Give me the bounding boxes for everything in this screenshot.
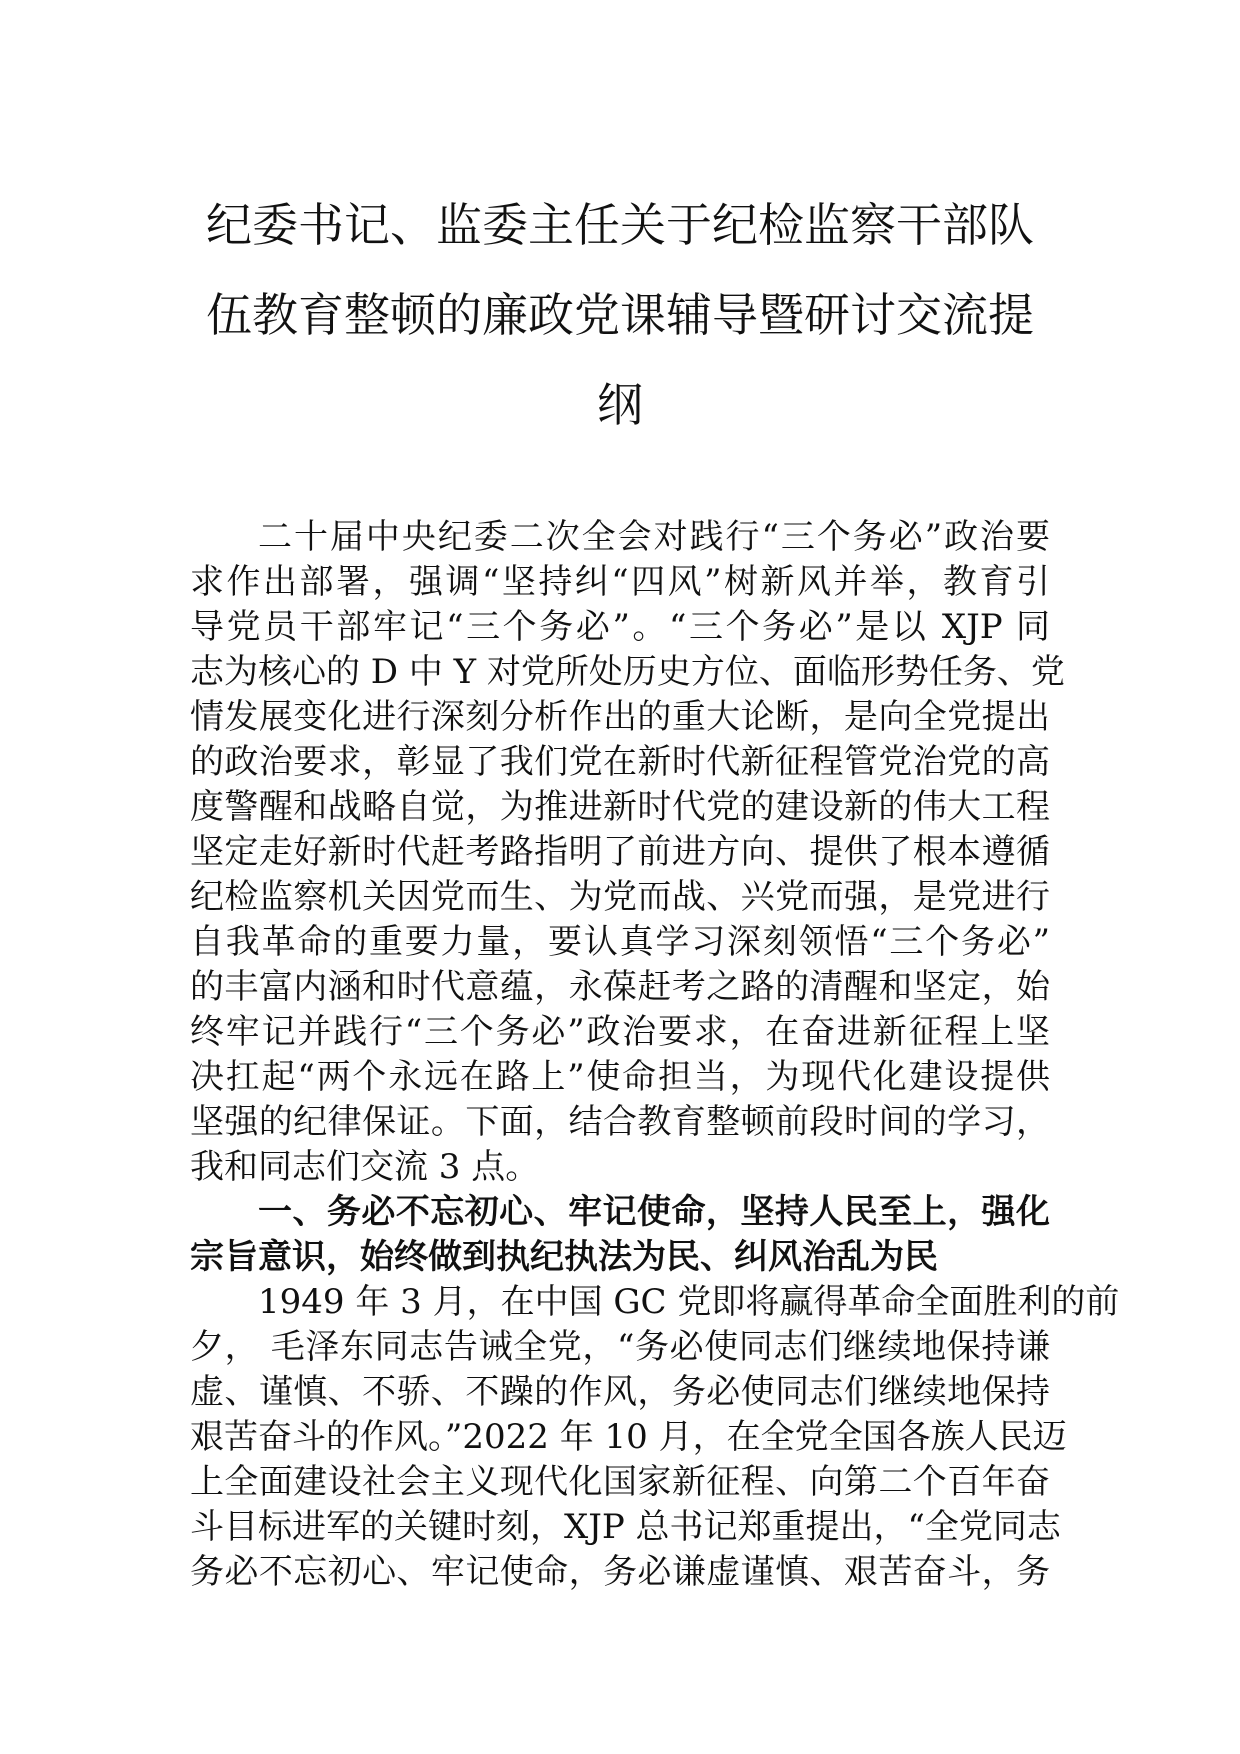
text-line: 务必不忘初心、牢记使命，务必谦虚谨慎、艰苦奋斗，务	[190, 1552, 1050, 1592]
text-line: 坚定走好新时代赶考路指明了前进方向、提供了根本遵循	[190, 832, 1050, 872]
text-line: 坚强的纪律保证。下面，结合教育整顿前段时间的学习，	[190, 1102, 1050, 1142]
heading-line: 宗旨意识，始终做到执纪执法为民、纠风治乱为民	[190, 1237, 938, 1277]
title-line: 纲	[597, 378, 643, 432]
text-line: 决扛起“两个永远在路上”使命担当，为现代化建设提供	[190, 1057, 1050, 1097]
text-line: 1949 年 3 月，在中国 GC 党即将赢得革命全面胜利的前	[258, 1282, 1120, 1322]
text-line: 纪检监察机关因党而生、为党而战、兴党而强，是党进行	[190, 877, 1050, 917]
text-line: 志为核心的 D 中 Y 对党所处历史方位、面临形势任务、党	[190, 652, 1065, 692]
text-line: 终牢记并践行“三个务必”政治要求，在奋进新征程上坚	[190, 1012, 1050, 1052]
text-line: 虚、谨慎、不骄、不躁的作风，务必使同志们继续地保持	[190, 1372, 1050, 1412]
text-line: 二十届中央纪委二次全会对践行“三个务必”政治要	[258, 517, 1050, 557]
text-line: 艰苦奋斗的作风。”2022 年 10 月，在全党全国各族人民迈	[190, 1417, 1067, 1457]
intro-paragraph	[190, 515, 1065, 1190]
section-heading	[190, 1190, 1050, 1280]
text-line: 的政治要求，彰显了我们党在新时代新征程管党治党的高	[190, 742, 1050, 782]
document-body	[190, 515, 1120, 1595]
text-line: 自我革命的重要力量，要认真学习深刻领悟“三个务必”	[190, 922, 1050, 962]
heading-line: 一、务必不忘初心、牢记使命，坚持人民至上，强化	[258, 1192, 1050, 1232]
text-line: 度警醒和战略自觉，为推进新时代党的建设新的伟大工程	[190, 787, 1050, 827]
body-paragraph	[190, 1280, 1120, 1595]
text-line: 的丰富内涵和时代意蕴，永葆赶考之路的清醒和坚定，始	[190, 967, 1050, 1007]
title-line: 纪委书记、监委主任关于纪检监察干部队	[206, 198, 1034, 252]
text-line: 导党员干部牢记“三个务必”。“三个务必”是以 XJP 同	[190, 607, 1050, 647]
document-title	[190, 180, 1050, 450]
text-line: 斗目标进军的关键时刻，XJP 总书记郑重提出，“全党同志	[190, 1507, 1061, 1547]
text-line: 上全面建设社会主义现代化国家新征程、向第二个百年奋	[190, 1462, 1050, 1502]
title-line: 伍教育整顿的廉政党课辅导暨研讨交流提	[206, 288, 1034, 342]
text-line: 情发展变化进行深刻分析作出的重大论断，是向全党提出	[190, 697, 1050, 737]
text-line: 求作出部署，强调“坚持纠“四风”树新风并举，教育引	[190, 562, 1050, 602]
text-line: 我和同志们交流 3 点。	[190, 1147, 540, 1187]
text-line: 夕， 毛泽东同志告诫全党，“务必使同志们继续地保持谦	[190, 1327, 1050, 1367]
